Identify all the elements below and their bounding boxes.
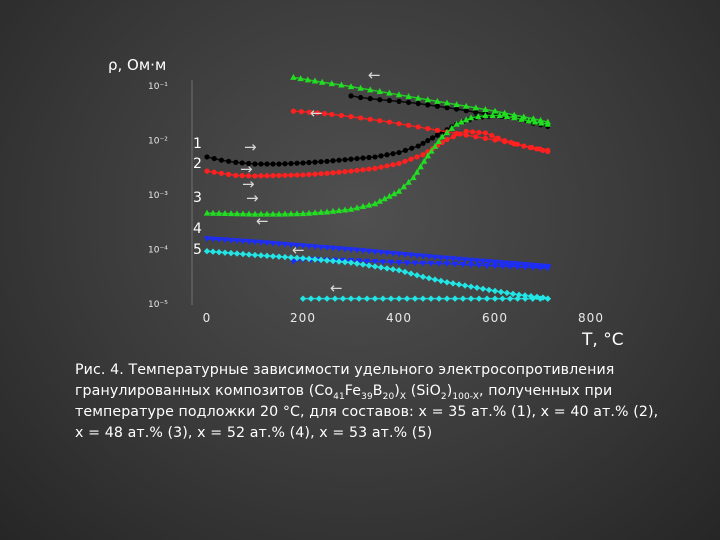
data-point <box>233 160 238 165</box>
data-point <box>228 250 234 256</box>
data-point <box>454 131 459 136</box>
data-point <box>456 281 462 287</box>
data-point <box>212 156 217 161</box>
data-point <box>396 150 401 155</box>
data-point <box>329 112 334 117</box>
data-point <box>396 295 402 301</box>
data-point <box>396 99 401 104</box>
direction-arrow: ← <box>292 241 305 259</box>
data-point <box>476 295 482 301</box>
series-label-1: 1 <box>193 136 202 152</box>
data-point <box>282 173 287 178</box>
y-tick-label: 10⁻⁵ <box>148 300 168 310</box>
data-point <box>462 282 468 288</box>
data-point <box>354 168 359 173</box>
caption-part: , полученных при температуре подложки 20 °C, для составов: x = 35 ат.% (1), x = 40 ат.% (2), x = 48 ат.% (3), x = 52 ат.% (4), x = 53 ат.% (5) <box>75 383 659 441</box>
data-point <box>258 252 264 258</box>
data-point <box>452 295 458 301</box>
data-point <box>416 143 421 148</box>
caption-sub: 39 <box>361 391 373 402</box>
data-point <box>409 146 414 151</box>
data-point <box>396 267 402 273</box>
data-point <box>372 166 377 171</box>
data-point <box>384 163 389 168</box>
data-point <box>368 96 373 101</box>
y-tick-label: 10⁻³ <box>148 191 168 201</box>
data-point <box>204 154 209 159</box>
data-point <box>377 118 382 123</box>
data-point <box>412 295 418 301</box>
data-point <box>360 155 365 160</box>
data-point <box>276 173 281 178</box>
data-point <box>483 130 488 135</box>
x-tick-label: 800 <box>578 311 604 325</box>
data-point <box>276 161 281 166</box>
caption-sub: X <box>399 391 407 402</box>
figure-caption <box>75 360 665 444</box>
data-point <box>330 158 335 163</box>
data-point <box>378 264 384 270</box>
data-point <box>529 145 534 150</box>
data-point <box>330 170 335 175</box>
data-point <box>521 143 526 148</box>
data-point <box>512 141 517 146</box>
data-point <box>435 128 440 133</box>
caption-part: Fe <box>344 383 362 399</box>
data-point <box>226 159 231 164</box>
data-point <box>507 295 513 301</box>
data-point <box>396 121 401 126</box>
data-point <box>288 173 293 178</box>
data-point <box>308 295 314 301</box>
data-point <box>312 160 317 165</box>
data-point <box>504 290 510 296</box>
data-point <box>387 98 392 103</box>
data-point <box>210 249 216 255</box>
y-axis-label: ρ, Ом·м <box>108 56 167 74</box>
data-point <box>342 157 347 162</box>
data-point <box>483 136 488 141</box>
data-point <box>204 169 209 174</box>
data-point <box>460 295 466 301</box>
data-point <box>372 154 377 159</box>
data-point <box>384 152 389 157</box>
caption-part: ) <box>394 383 400 399</box>
data-point <box>444 279 450 285</box>
data-point <box>390 162 395 167</box>
direction-arrow: → <box>244 138 257 156</box>
data-point <box>450 280 456 286</box>
data-point <box>404 295 410 301</box>
data-point <box>360 261 366 267</box>
data-point <box>403 148 408 153</box>
data-point <box>358 95 363 100</box>
data-point <box>264 161 269 166</box>
series-label-3: 3 <box>193 190 202 206</box>
x-tick-label: 600 <box>482 311 508 325</box>
data-point <box>372 295 378 301</box>
chart-series <box>204 74 551 302</box>
data-point <box>545 148 550 153</box>
data-point <box>322 111 327 116</box>
data-point <box>420 295 426 301</box>
data-point <box>444 295 450 301</box>
data-point <box>502 139 507 144</box>
data-point <box>377 97 382 102</box>
data-point <box>219 171 224 176</box>
data-point <box>300 295 306 301</box>
data-point <box>499 295 505 301</box>
caption-part: B <box>372 383 383 399</box>
data-point <box>428 295 434 301</box>
data-point <box>252 252 258 258</box>
data-point <box>492 295 498 301</box>
x-axis-label: T, °C <box>582 330 624 350</box>
data-point <box>219 158 224 163</box>
data-point <box>368 117 373 122</box>
data-point <box>264 253 270 259</box>
data-point <box>473 134 478 139</box>
data-point <box>406 123 411 128</box>
data-point <box>276 253 282 259</box>
data-point <box>264 173 269 178</box>
data-point <box>216 249 222 255</box>
data-point <box>414 272 420 278</box>
data-point <box>342 169 347 174</box>
data-point <box>480 286 486 292</box>
data-point <box>246 251 252 257</box>
series-label-2: 2 <box>193 156 202 172</box>
caption-part: Рис. 4. Температурные зависимости удельного электросопротивления гранулированных композитов (Co <box>75 362 615 399</box>
data-point <box>396 161 401 166</box>
data-point <box>402 159 407 164</box>
data-point <box>336 170 341 175</box>
data-point <box>426 275 432 281</box>
data-point <box>316 295 322 301</box>
data-point <box>510 291 516 297</box>
data-point <box>270 253 276 259</box>
data-point <box>444 105 449 110</box>
data-point <box>294 172 299 177</box>
data-point <box>372 263 378 269</box>
data-point <box>464 133 469 138</box>
data-point <box>318 171 323 176</box>
data-point <box>438 278 444 284</box>
direction-arrow: ← <box>256 212 269 230</box>
data-point <box>486 287 492 293</box>
data-point <box>408 270 414 276</box>
data-point <box>425 102 430 107</box>
data-point <box>282 161 287 166</box>
data-point <box>290 74 296 80</box>
y-tick-label: 10⁻² <box>148 136 168 147</box>
data-point <box>312 172 317 177</box>
data-point <box>387 119 392 124</box>
data-point <box>366 155 371 160</box>
data-point <box>300 160 305 165</box>
data-point <box>222 249 228 255</box>
x-tick-label: 200 <box>290 311 316 325</box>
data-point <box>348 157 353 162</box>
data-point <box>324 171 329 176</box>
caption-part: (SiO <box>406 383 441 399</box>
data-point <box>306 160 311 165</box>
data-point <box>402 269 408 275</box>
data-point <box>432 276 438 282</box>
data-point <box>360 167 365 172</box>
data-point <box>545 295 551 301</box>
data-point <box>388 295 394 301</box>
data-point <box>258 173 263 178</box>
data-point <box>270 161 275 166</box>
data-point <box>336 158 341 163</box>
series-number-labels <box>193 136 202 258</box>
data-point <box>212 170 217 175</box>
data-point <box>318 159 323 164</box>
data-point <box>425 138 430 143</box>
data-point <box>484 295 490 301</box>
caption-sub: 20 <box>382 391 395 402</box>
data-point <box>348 93 353 98</box>
data-point <box>470 129 475 134</box>
data-point <box>416 124 421 129</box>
data-point <box>364 295 370 301</box>
x-tick-label: 400 <box>386 311 412 325</box>
caption-sub: 41 <box>333 391 345 402</box>
data-point <box>468 295 474 301</box>
data-point <box>425 126 430 131</box>
data-point <box>356 295 362 301</box>
data-point <box>252 161 257 166</box>
data-point <box>390 266 396 272</box>
data-point <box>492 137 497 142</box>
data-point <box>378 153 383 158</box>
data-point <box>270 173 275 178</box>
data-point <box>416 101 421 106</box>
direction-arrow: ← <box>310 104 323 122</box>
data-point <box>384 265 390 271</box>
data-point <box>489 133 494 138</box>
data-point <box>474 285 480 291</box>
data-point <box>366 166 371 171</box>
data-point <box>324 159 329 164</box>
data-point <box>454 106 459 111</box>
data-point <box>348 114 353 119</box>
data-point <box>358 115 363 120</box>
data-point <box>288 161 293 166</box>
data-point <box>498 289 504 295</box>
data-point <box>282 254 288 260</box>
data-point <box>226 172 231 177</box>
data-point <box>476 130 481 135</box>
direction-arrow: → <box>242 175 255 193</box>
data-point <box>430 135 435 140</box>
direction-arrow: → <box>240 160 253 178</box>
data-point <box>354 156 359 161</box>
data-point <box>348 295 354 301</box>
caption-part: ) <box>446 383 453 399</box>
y-tick-label: 10⁻¹ <box>148 82 168 92</box>
data-point <box>408 157 413 162</box>
data-point <box>378 165 383 170</box>
data-point <box>436 295 442 301</box>
data-point <box>294 161 299 166</box>
data-point <box>234 250 240 256</box>
data-point <box>291 109 296 114</box>
data-point <box>414 154 419 159</box>
series-label-4: 4 <box>193 221 202 237</box>
data-point <box>348 169 353 174</box>
data-point <box>258 161 263 166</box>
data-point <box>435 133 440 138</box>
data-point <box>420 141 425 146</box>
data-point <box>537 146 542 151</box>
data-point <box>492 288 498 294</box>
direction-arrow: ← <box>368 66 381 84</box>
data-point <box>435 104 440 109</box>
data-point <box>240 251 246 257</box>
data-point <box>420 152 425 157</box>
data-point <box>306 172 311 177</box>
data-point <box>300 172 305 177</box>
data-point <box>299 109 304 114</box>
data-point <box>420 274 426 280</box>
data-point <box>473 110 478 115</box>
data-point <box>204 248 210 254</box>
data-point <box>233 173 238 178</box>
data-point <box>444 137 449 142</box>
caption-sub: 2 <box>440 391 447 402</box>
data-point <box>406 100 411 105</box>
direction-arrow: → <box>246 189 259 207</box>
data-point <box>468 283 474 289</box>
data-point <box>339 113 344 118</box>
series-label-5: 5 <box>193 242 202 258</box>
y-tick-label: 10⁻⁴ <box>148 245 168 256</box>
direction-arrow: ← <box>330 279 343 297</box>
caption-sub: 100-X <box>452 391 479 402</box>
data-point <box>390 151 395 156</box>
data-point <box>380 295 386 301</box>
data-point <box>464 108 469 113</box>
x-tick-label: 0 <box>202 311 212 325</box>
